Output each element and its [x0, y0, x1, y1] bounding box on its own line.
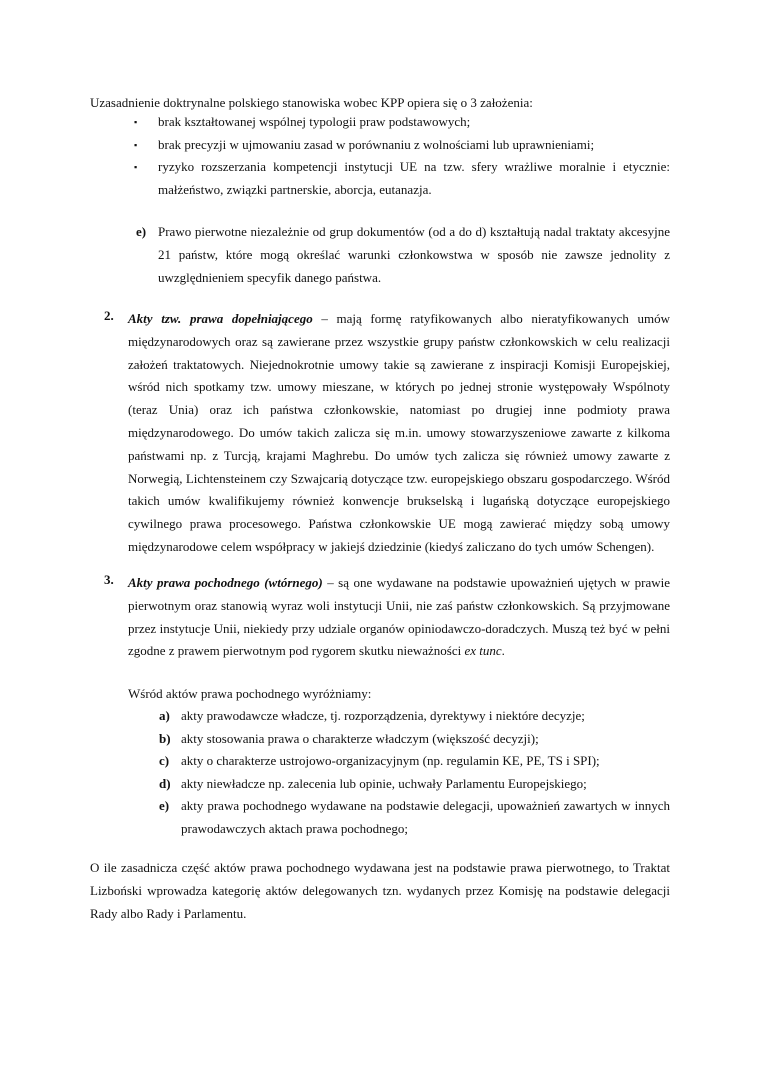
list-item: ▪ ryzyko rozszerzania kompetencji instytucji UE na tzw. sfery wrażliwe moralnie i etycznie: małżeństwo, związki partnerskie, aborcja, eutanazja. — [134, 156, 670, 201]
list-item: c) akty o charakterze ustrojowo-organizacyjnym (np. regulamin KE, PE, TS i SPI); — [159, 750, 670, 773]
section-heading: Akty prawa pochodnego (wtórnego) — [128, 575, 323, 590]
section-2 — [104, 308, 670, 559]
list-item: ▪ brak kształtowanej wspólnej typologii praw podstawowych; — [134, 111, 670, 134]
square-bullet-icon: ▪ — [134, 162, 138, 172]
section-3 — [104, 572, 670, 663]
item-label: a) — [159, 708, 170, 723]
section-text: Akty prawa pochodnego (wtórnego) – są one wydawane na podstawie upoważnień ujętych w prawie pierwotnym oraz stanowią wyraz woli instytucji Unii, nie zaś państw członkowskich. Są przyjmowane przez instytucje Unii, niekiedy przy udziale organów opiniodawczo-doradczych. Muszą też być w pełni zgodne z prawem pierwotnym pod rygorem skutku nieważności ex tunc. — [128, 575, 670, 659]
section-number: 2. — [104, 308, 114, 323]
section-heading: Akty tzw. prawa dopełniającego — [128, 311, 313, 326]
item-label: b) — [159, 730, 171, 746]
square-bullet-icon: ▪ — [134, 117, 138, 127]
item-label: d) — [159, 775, 171, 791]
italic-term: ex tunc — [464, 643, 502, 659]
item-label: e) — [136, 224, 147, 239]
item-text: Prawo pierwotne niezależnie od grup dokumentów (od a do d) kształtują nadal traktaty akcesyjne 21 państw, które mogą określać warunki członkowstwa w sposób nie zawsze jednolity z uwzględnieniem specyfik danego państwa. — [158, 224, 670, 285]
list-item: ▪ brak precyzji w ujmowaniu zasad w porównaniu z wolnościami lub uprawnieniami; — [134, 134, 670, 157]
square-bullet-icon: ▪ — [134, 139, 138, 150]
item-label: c) — [159, 753, 170, 769]
intro-paragraph: Uzasadnienie doktrynalne polskiego stanowiska wobec KPP opiera się o 3 założenia: — [90, 95, 533, 110]
list-item: d) akty niewładcze np. zalecenia lub opinie, uchwały Parlamentu Europejskiego; — [159, 773, 670, 796]
list-item: a) akty prawodawcze władcze, tj. rozporządzenia, dyrektywy i niektóre decyzje; — [159, 705, 670, 728]
section-body: – mają formę ratyfikowanych albo nieratyfikowanych umów międzynarodowych oraz są zawierane przez wszystkie grupy państw członkowskich w celu realizacji założeń traktatowych. Niejednokrotnie umowy takie są zawierane z inspiracji Komisji Europejskiej, wśród nich spotkamy tzw. umowy mieszane, w których po jednej stronie występowały Wspólnoty (teraz Unia) oraz ich państwa członkowskie, natomiast po drugiej inne podmioty prawa międzynarodowego. Do umów takich zalicza się m.in. umowy stowarzyszeniowe zawarte z kilkoma państwami np. z Turcją, krajami Maghrebu. Do umów tych zalicza się również umowy zawarte z Norwegią, Lichtensteinem czy Szwajcarią dotyczące tzw. europejskiego obszaru gospodarczego. Wśród takich umów kwalifikujemy również konwencje brukselską i lugańską dotyczące europejskiego cywilnego prawa procesowego. Państwa członkowskie UE mogą zawierać między sobą umowy międzynarodowe celem współpracy w jakiejś dziedzinie (kiedyś zaliczano do tych umów Schengen). — [128, 311, 670, 554]
derived-acts-list — [159, 705, 670, 841]
primary-law-item-e — [136, 220, 670, 289]
list-item: e) akty prawa pochodnego wydawane na podstawie delegacji, upoważnień zawartych w innych prawodawczych aktach prawa pochodnego; — [159, 795, 670, 840]
item-label: e) — [159, 798, 170, 814]
assumptions-list — [134, 111, 670, 201]
section-body: – są one wydawane na podstawie upoważnień ujętych w prawie pierwotnym oraz stanowią wyraz woli instytucji Unii, nie zaś państw członkowskich. Są przyjmowane przez instytucje Unii, niekiedy przy udziale organów opiniodawczo-doradczych. Muszą też być w pełni zgodne z prawem pierwotnym pod rygorem skutku nieważności — [128, 575, 670, 659]
section-number: 3. — [104, 572, 114, 587]
derived-acts-intro: Wśród aktów prawa pochodnego wyróżniamy: — [128, 686, 372, 701]
closing-paragraph: O ile zasadnicza część aktów prawa pochodnego wydawana jest na podstawie prawa pierwotnego, to Traktat Lizboński wprowadza kategorię aktów delegowanych tzn. wydanych przez Komisję na podstawie delegacji Rady albo Rady i Parlamentu. — [90, 860, 670, 921]
section-text — [128, 308, 670, 559]
list-item: b) akty stosowania prawa o charakterze władczym (większość decyzji); — [159, 728, 670, 751]
